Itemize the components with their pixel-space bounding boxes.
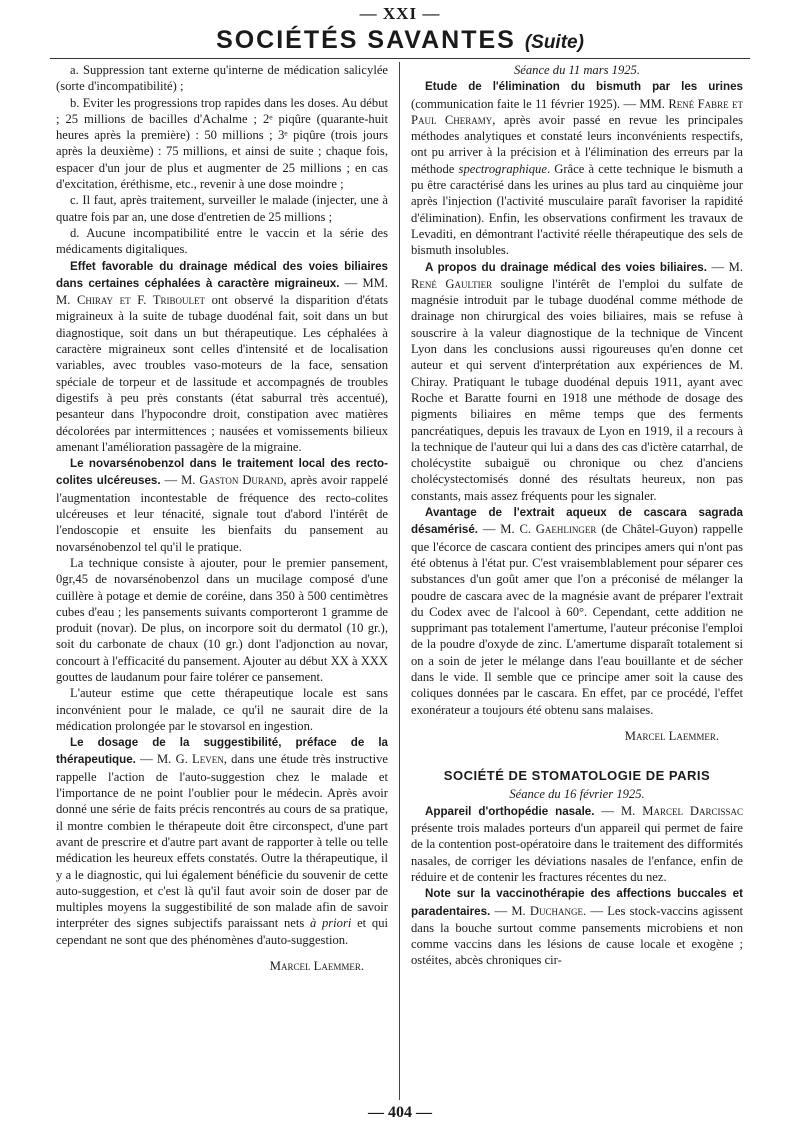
article-bismuth	[411, 78, 743, 258]
article-vaccinotherapy: Note sur la vaccinothérapie des affections buccales et paradentaires. — M. Duchange. — Les stock-vaccins agissent dans la bouche surtout comme pansements microbiens et non comme vaccins dans les lésions de cause locale et exogène ; ostéites, abcès chroniques cir-	[411, 887, 744, 968]
article-emphasis: spectrographique	[458, 161, 547, 176]
roman-page-number: — XXI —	[359, 4, 441, 23]
article-heading: Effet favorable du drainage médical des voies biliaires dans certaines céphalées à caractère migraineux.	[56, 259, 388, 290]
society-title: SOCIÉTÉ DE STOMATOLOGIE DE PARIS	[443, 768, 711, 784]
right-column	[411, 62, 743, 969]
article-biliary-drainage: A propos du drainage médical des voies biliaires. — M. René Gaultier souligne l'intérêt de l'emploi du sulfate de magnésie introduit par le tubage duodénal comme méthode de drainage non chirurgical des voies biliaires, mais se refuse à souscrire à la valeur diagnostique de la technique de Vincent Lyon dans les conclusions aussi rigoureuses qu'en donne cet auteur et qui servent d'interprétation aux expériences de M. Chiray. Pratiquant le tubage duodénal depuis 1911, ayant avec Roche et Baratte fourni en 1918 une méthode de dosage des pigments biliaires en même temps que des ferments pancréatiques, depuis les travaux de Lyon en 1919, il a recours à la technique de l'auteur qui lui a dans des cas d'ictère catarrhal, de cholécystite subaiguë ou chronique ou chez d'anciens cholécystectomisés donné des résultats heureux, non pas constants, mais assez fréquents pour les signaler.	[411, 259, 744, 503]
article-heading: A propos du drainage médical des voies biliaires.	[425, 260, 707, 274]
article-heading: Le novarsénobenzol dans le traitement local des recto-colites ulcéreuses.	[56, 457, 388, 488]
paragraph-d: d. Aucune incompatibilité entre le vaccin et la série des médicaments digitaliques.	[56, 225, 388, 257]
article-body: , dans une étude très instructive rappelle l'action de l'auto-suggestion chez le malade et l'importance de ne point l'oublier pour le médecin. Après avoir donné une série de faits précis rencontrés au cours de sa pratique, il montre combien le thérapeute doit être circonspect, d'une part avant de prescrire et d'autre part avant de rapporter à telle ou telle médication les heureux effets constatés. Outre la thérapeutique, il y a le diagnostic, qui lui également bénéficie du souvenir de cette auto-suggestion, et c'est là qu'il faut avoir soin de doser par de multiples moyens la suggestibilité de son malade afin de savoir interpréter des signes subjectifs paraissant nets	[56, 752, 389, 931]
article-suggestibility: Le dosage de la suggestibilité, préface de la thérapeutique. — M. G. Leven, dans une étude très instructive rappelle l'action de l'auto-suggestion chez le malade et l'importance de ne point l'oublier pour le médecin. Après avoir donné une série de faits précis rencontrés au cours de sa pratique, il montre combien le thérapeute doit être circonspect, d'une part avant de prescrire et d'autre part avant de rapporter à telle ou telle médication les heureux effets constatés. Outre la thérapeutique, il y a le diagnostic, qui lui également bénéficie du souvenir de cette auto-suggestion, et c'est là qu'il faut avoir soin de doser par de multiples moyens la suggestibilité de son malade afin de savoir interpréter des signes subjectifs paraissant nets à priori et qui cependant ne sont que des phénomènes d'auto-suggestion.	[56, 736, 389, 947]
article-heading: Appareil d'orthopédie nasale.	[425, 804, 595, 818]
article-biliary-drainage-migraine: Effet favorable du drainage médical des voies biliaires dans certaines céphalées à caractère migraineux. — MM. M. Chiray et F. Triboulet ont observé la disparition d'états migraineux à la suite de tubage duodénal fait, soit dans un but diagnostique, soit dans un but thérapeutique. Les céphalées à caractère migraineux sont celles d'intensité et de localisation variables, avec troubles vaso-moteurs de la face, sensation spéciale de torpeur et de lassitude et accompagnés de troubles digestifs à peu près constants (état saburral très accentué), pesanteur dans l'hypocondre droit, constipation avec matières décolorées par intermittences ; nausées et vomissements bilieux amenant l'amélioration passagère de la migraine.	[56, 259, 389, 454]
paragraph-author-estimate: L'auteur estime que cette thérapeutique locale est sans inconvénient pour le malade, ce qu'il ne saurait dire de la médication prolongée par le stovarsol en ingestion.	[56, 686, 388, 733]
paragraph-c: c. Il faut, après traitement, surveiller le malade (injecter, une à quatre fois par an, une dose d'entretien de 25 millions ;	[56, 193, 388, 224]
article-body: , après avoir passé en revue les principales méthodes analytiques et constaté leurs inconvénients respectifs, ont pu arriver à la précision et à l'élimination des erreurs par la méthode	[411, 112, 743, 176]
signature: Marcel Laemmer.	[624, 728, 719, 743]
paragraph-b: b. Eviter les progressions trop rapides dans les doses. Au début ; 25 millions de bacilles d'Achalme ; 2ᵉ piqûre (quarante-huit heures après la première) : 50 millions ; 3ᵉ piqûre (trois jours après la deuxième) : 75 millions, et ainsi de suite ; chaque fois, espacer d'un jour de plus et augmenter de 25 millions ; en cas d'excitation, éréthisme, etc., revenir à une dose moindre ;	[56, 95, 388, 192]
article-authors: René Fabre et Paul Cheramy	[411, 96, 743, 127]
article-heading: Note sur la vaccinothérapie des affections buccales et paradentaires.	[411, 887, 743, 918]
article-authors: M. Gaston Durand	[181, 473, 284, 488]
seance-date: Séance du 16 février 1925.	[509, 787, 645, 802]
article-body: . — Les stock-vaccins agissent dans la bouche surtout comme pansements microbiens et non comme vaccins dans les lésions de cause locale et exogène ; ostéites, abcès chroniques cir-	[411, 903, 744, 968]
article-nasal-orthopedics: Appareil d'orthopédie nasale. — M. Marcel Darcissac présente trois malades porteurs d'un appareil qui permet de faire de la contention post-opératoire dans le traitement des difformités nasales, de corriger les déviations nasales de l'enfance, enfin de réduire et de contenir les fractures récentes du nez.	[411, 803, 744, 884]
page-number: — 404 —	[368, 1104, 432, 1121]
column-divider	[399, 62, 400, 1100]
section-title: SOCIÉTÉS SAVANTES	[216, 26, 516, 54]
page-title	[0, 26, 800, 55]
article-heading: Le dosage de la suggestibilité, préface de la thérapeutique.	[56, 736, 388, 767]
article-heading: Avantage de l'extrait aqueux de cascara sagrada désamérisé.	[411, 506, 743, 537]
paragraph-a: a. Suppression tant externe qu'interne de médication salicylée (sorte d'incompatibilité) ;	[56, 63, 388, 94]
article-body: souligne l'intérêt de l'emploi du sulfate de magnésie introduit par le tubage duodénal comme méthode de drainage non chirurgical des voies biliaires, mais se refuse à souscrire à la valeur diagnostique de la technique de Vincent Lyon dans les conclusions aussi rigoureuses qu'en donne cet auteur et qui servent d'interprétation aux expériences de M. Chiray. Pratiquant le tubage duodénal depuis 1911, ayant avec Roche et Baratte fourni en 1918 une méthode de dosage des pigments biliaires en même temps que des ferments pancréatiques, depuis les travaux de Lyon en 1919, il a recours à la technique de l'auteur qui lui a dans des cas d'ictère catarrhal, de cholécystite subaiguë ou chronique ou chez d'anciens cholécystectomisés donné des résultats heureux, non pas constants, mais assez fréquents pour les signaler.	[411, 276, 743, 503]
article-authors: M. Marcel Darcissac	[620, 803, 744, 818]
article-cascara: Avantage de l'extrait aqueux de cascara sagrada désamérisé. — M. C. Gaehlinger (de Châtel-Guyon) rappelle que l'écorce de cascara contient des principes amers qui n'ont pas été obtenus à l'état pur. C'est vraisemblablement pour séparer ces substances d'un goût amer que l'on a préconisé de mélanger la poudre de cascara avec de la magnésie avant de préparer l'extrait du Codex avec de l'alcool à 60°. Cependant, cette addition ne supprimant pas totalement l'amertume, l'auteur préconise l'emploi de la poudre d'oxyde de zinc. L'amertume disparaît totalement si on a soin de jeter le mélange dans l'eau bouillante et de sécher dans le vide. Il semble que ce principe amer soit la cause des coliques données par le cascara. En effet, par ce procédé, l'effet exonérateur a toujours été obtenu sans malaises.	[411, 506, 744, 717]
article-authors: MM. M. Chiray et F. Triboulet	[56, 275, 389, 308]
article-emphasis: à priori	[309, 916, 352, 931]
seance-date: Séance du 11 mars 1925.	[513, 63, 641, 77]
article-body: , après avoir rappelé l'augmentation incontestable de fréquence des recto-colites ulcéreuses et leur ténacité, signale tout d'abord l'intérêt de l'endoscopie et ensuite les bienfaits du pansement au novarsénobenzol tel qu'il le pratique.	[56, 473, 388, 554]
article-body: présente trois malades porteurs d'un appareil qui permet de faire de la contention post-opératoire dans le traitement des difformités nasales, de corriger les déviations nasales de l'enfance, enfin de réduire et de contenir les fractures récentes du nez.	[411, 821, 743, 884]
article-body-end: et qui cependant ne sont que des phénomènes d'auto-suggestion.	[56, 916, 388, 947]
paragraph-technique: La technique consiste à ajouter, pour le premier pansement, 0gr,45 de novarsénobenzol dans un mucilage composé d'une cuillère à potage et demie de coréine, dans 350 à 500 centimètres cubes d'eau ; les pansements suivants comporteront 1 gramme de produit (novar). De plus, on incorpore soit du dermatol (10 gr.), soit du carbonate de chaux (10 gr.) dont l'adjonction au novar, concourt à l'efficacité du pansement. Ajouter au début XX à XXX gouttes de laudanum pour faire tolérer ce pansement.	[56, 555, 388, 684]
article-heading: Etude de l'élimination du bismuth par les urines	[425, 80, 743, 94]
article-intro: (communication faite le 11 février 1925). — MM.	[411, 96, 669, 111]
article-body: ont observé la disparition d'états migraineux à la suite de tubage duodénal fait, soit dans un but diagnostique, soit dans un but thérapeutique. Les céphalées à caractère migraineux sont celles d'intensité et de localisation variables, avec troubles vaso-moteurs de la face, sensation spéciale de torpeur et de lassitude et accompagnés de troubles digestifs à peu près constants (état saburral très accentué), pesanteur dans l'hypocondre droit, constipation avec matières décolorées par intermittences ; nausées et vomissements bilieux amenant l'amélioration passagère de la migraine.	[56, 293, 388, 454]
article-body: (de Châtel-Guyon) rappelle que l'écorce de cascara contient des principes amers qui n'ont pas été obtenus à l'état pur. C'est vraisemblablement pour séparer ces substances d'un goût amer que l'on a préconisé de mélanger la poudre de cascara avec de la magnésie avant de préparer l'extrait du Codex avec de l'alcool à 60°. Cependant, cette addition ne supprimant pas totalement l'amertume, l'auteur préconise l'emploi de la poudre d'oxyde de zinc. L'amertume disparaît totalement si on a soin de jeter le mélange dans l'eau bouillante et de sécher dans le vide. Il semble que ce principe amer soit la cause des coliques données par le cascara. En effet, par ce procédé, l'effet exonérateur a toujours été obtenu sans malaises.	[411, 522, 744, 717]
article-authors: M. Duchange	[511, 903, 584, 918]
header-rule	[50, 58, 750, 59]
article-authors: M. G. Leven	[156, 752, 224, 767]
article-authors: M. René Gaultier	[411, 259, 744, 291]
left-column	[56, 62, 388, 974]
signature: Marcel Laemmer.	[269, 959, 364, 974]
article-novarsenobenzol: Le novarsénobenzol dans le traitement local des recto-colites ulcéreuses. — M. Gaston Durand, après avoir rappelé l'augmentation incontestable de fréquence des recto-colites ulcéreuses et leur ténacité, signale tout d'abord l'intérêt de l'endoscopie et ensuite les bienfaits du pansement au novarsénobenzol tel qu'il le pratique.	[56, 457, 388, 554]
article-body-end: . Grâce à cette technique le bismuth a pu être caractérisé dans les urines au plus tard au cinquième jour après l'injection (l'activité musculaire paraît favoriser la rapidité d'élimination). Enfin, les observations confirment les travaux de Levaditi, en démontrant l'activité réelle thérapeutique des sels de bismuth insolubles.	[411, 161, 743, 258]
section-title-suite: (Suite)	[524, 32, 584, 53]
article-authors: M. C. Gaehlinger	[500, 522, 597, 537]
